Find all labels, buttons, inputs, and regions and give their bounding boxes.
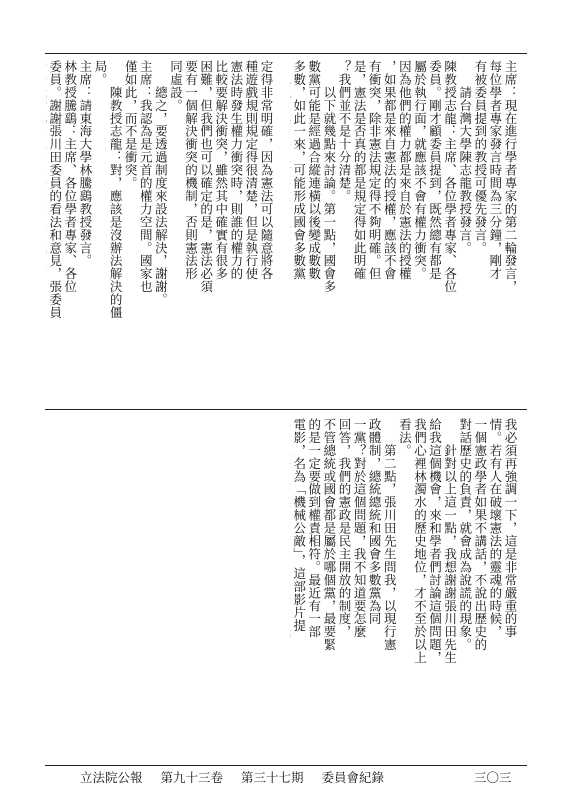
text-line: 主席：現在進行學者專家的第二輪發言， — [503, 60, 518, 294]
text-line: 種遊戲規則規定得很清楚，但是執行使 — [243, 60, 259, 281]
text-line: 的是一定要做到權責相符。最近有一部 — [306, 418, 322, 639]
text-line: 陳教授志龍：主席、各位學者專家、各位 — [442, 60, 458, 294]
text-column-block-top-right — [290, 60, 518, 400]
text-line: 林教授騰鷂：主席、各位學者專家、各位 — [62, 60, 78, 294]
text-line: 委員。謝謝張川田委員的看法和意見，張委員 — [47, 60, 63, 319]
page-number: 三〇三 — [474, 770, 512, 785]
publication-volume: 第九十三卷 — [160, 770, 224, 785]
text-line: 委員。剛才顧委員提到，既然總有都是 — [427, 60, 443, 281]
text-line: 對話歷史的負責，就會成為說謊的現象。 — [457, 418, 473, 652]
text-line: 每位學者專家發言時間為三分鐘，剛才 — [487, 60, 503, 281]
publication-section: 委員會紀錄 — [321, 770, 385, 785]
text-line: 主席：請東海大學林騰鷂教授發言。 — [77, 60, 93, 268]
text-line: 我必須再強調一下，這是非常嚴重的事 — [503, 418, 518, 639]
text-line: 憲法時發生權力衝突時，則誰的權力的 — [228, 60, 244, 281]
text-line: 要有一個解決衝突的機制，否則憲法形 — [183, 60, 199, 281]
top-divider — [45, 53, 527, 54]
text-line — [46, 60, 48, 400]
text-line: 一個憲政學者如果不講話，不說出歷史的 — [472, 418, 488, 652]
text-line: 電影，名為「機械公敵」，這部影片提 — [291, 418, 307, 632]
text-line: 針對以上這一點，我想謝謝張川田先生 — [442, 418, 458, 665]
text-line: 局。 — [92, 60, 108, 86]
text-column-block-top-left — [46, 60, 274, 400]
text-line: 僅如此，而不是衝突。 — [123, 60, 139, 190]
text-line: 總之，要透過制度來設法解決，謝謝。 — [153, 60, 169, 307]
text-line — [290, 60, 292, 400]
text-line: 以下就幾點來討論。第一點，國會多 — [321, 60, 337, 294]
text-line: 陳教授志龍：對，應該是沒辦法解決的僵 — [108, 60, 124, 319]
text-line: 有被委員提到的教授可優先發言。 — [472, 60, 488, 255]
text-line: 回答，我們的憲政是民主開放的制度， — [336, 418, 352, 639]
text-line: 看法。 — [397, 418, 413, 457]
publication-title: 立法院公報 — [80, 770, 143, 785]
publication-header — [80, 768, 398, 786]
middle-divider — [45, 409, 527, 410]
text-line — [290, 418, 292, 758]
text-line: 主席：我認為是元首的權力空間。國家也 — [138, 60, 154, 294]
text-line: 因為他們的權力都是來自於憲法的授權 — [397, 60, 413, 281]
text-line: 我們心裡林濁水的歷史地位，才不至於以上 — [412, 418, 428, 665]
publication-issue: 第三十七期 — [241, 770, 304, 785]
text-line: ，如果都是來自憲法的授權，應該不會 — [382, 60, 398, 281]
text-line: ？我們並不是十分清楚。 — [336, 60, 352, 203]
text-line: 政體制，總統總統和國會多數黨為同 — [367, 418, 383, 626]
text-line: 定得非常明確，因為憲法可以隨意將各 — [259, 60, 274, 281]
text-column-block-bottom-left — [46, 418, 274, 758]
text-line: 給我這個機會，來和學者們討論這個問題， — [427, 418, 443, 665]
bottom-divider — [45, 765, 527, 766]
text-line: 多數，如此一來，可能形成國會多數黨 — [291, 60, 307, 281]
text-line: 數黨可能是經過合縱連橫以後變成數數 — [306, 60, 322, 281]
text-line: 困難，但我們也可以確定的是，憲法必須 — [198, 60, 214, 294]
text-line: 屬於執行面，就應該不會有權力衝突。 — [412, 60, 428, 281]
text-line: 比較要解決衝突，雖然其中確實有很多 — [213, 60, 229, 281]
text-line: 第二點，張川田先生問我，以現行憲 — [382, 418, 398, 652]
text-line: 一黨？對於這個問題，我不知道要怎麼 — [352, 418, 368, 639]
text-line: 情。若有人在破壞憲法的靈魂的時候， — [487, 418, 503, 639]
text-line: 有衝突，除非憲法規定得不夠明確。但 — [367, 60, 383, 281]
text-line: 是，憲法是否真的都是規定得如此明確 — [352, 60, 368, 281]
text-line: 請台灣大學陳志龍教授發言。 — [457, 60, 473, 255]
text-column-block-bottom-right — [290, 418, 518, 758]
text-line: 同虛設。 — [168, 60, 184, 112]
text-line: 不管總統或國會都是屬於哪個黨，最要緊 — [321, 418, 337, 652]
